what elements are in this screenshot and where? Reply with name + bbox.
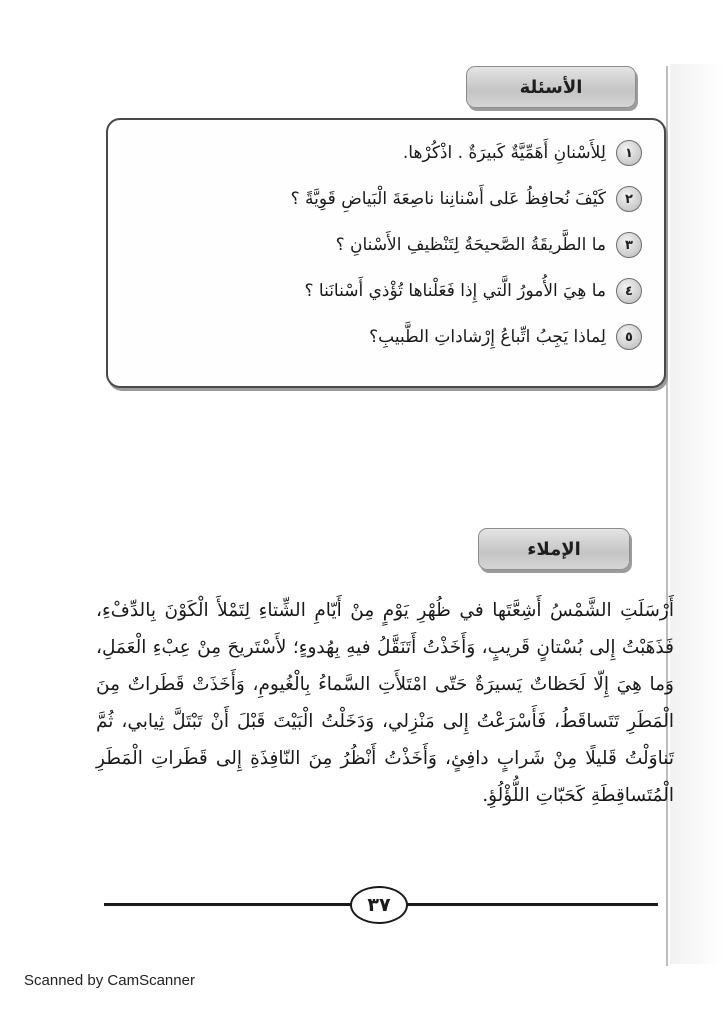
dictation-paragraph: أَرْسَلَتِ الشَّمْسُ أَشِعَّتَها في ظُهْرِ يَوْمٍ مِنْ أَيّامِ الشِّتاءِ لِتَمْلأَ الْكَوْنَ بِالدِّفْءِ، فَذَهَبْتُ إِلى بُسْتانٍ قَريبٍ، وَأَخَذْتُ أَتَنَقَّلُ فيهِ بِهُدوءٍ؛ لأَسْتَريحَ مِنْ عِبْءِ الْعَمَلِ، وَما هِيَ إِلّا لَحَظاتٌ يَسيرَةٌ حَتّى امْتَلأَتِ السَّماءُ بِالْغُيومِ، وَأَخَذَتْ قَطَراتٌ مِنَ الْمَطَرِ تَتَساقَطُ، فَأَسْرَعْتُ إِلى مَنْزِلي، وَدَخَلْتُ الْبَيْتَ قَبْلَ أَنْ تَبْتَلَّ ثِيابي، ثُمَّ تَناوَلْتُ قَليلًا مِنْ شَرابٍ دافِئٍ، وَأَخَذْتُ أَنْظُرُ مِنَ النّافِذَةِ إِلى قَطَراتِ الْمَطَرِ الْمُتَساقِطَةِ كَحَبّاتِ اللُّؤْلُؤِ. <box>96 600 674 806</box>
question-item <box>108 222 642 268</box>
question-text: لِماذا يَجِبُ اتِّباعُ إِرْشاداتِ الطَّبيبِ؟ <box>369 327 606 347</box>
question-item <box>108 314 642 360</box>
question-text: ما هِيَ الأُمورُ الَّتي إِذا فَعَلْناها تُؤْذي أَسْنانَنا ؟ <box>304 281 606 301</box>
question-item <box>108 130 642 176</box>
question-text: ما الطَّريقَةُ الصَّحيحَةُ لِتَنْظيفِ الأَسْنانِ ؟ <box>335 235 606 255</box>
page-margin <box>670 64 724 964</box>
question-item <box>108 176 642 222</box>
question-text: لِلأَسْنانِ أَهَمِّيَّةٌ كَبيرَةٌ . اذْكُرْها. <box>402 143 606 163</box>
questions-heading: الأسئلة <box>466 66 636 108</box>
dictation-heading: الإملاء <box>478 528 630 570</box>
question-number-badge: ٤ <box>616 278 642 304</box>
scanner-watermark: Scanned by CamScanner <box>24 972 195 989</box>
questions-box <box>106 118 666 388</box>
page-number: ٣٧ <box>350 886 408 924</box>
question-number-badge: ٢ <box>616 186 642 212</box>
footer-rule-right <box>406 903 658 906</box>
page-binding-edge <box>666 66 668 966</box>
questions-list <box>108 120 664 360</box>
footer-rule-left <box>104 903 352 906</box>
question-item <box>108 268 642 314</box>
question-number-badge: ٣ <box>616 232 642 258</box>
question-number-badge: ٥ <box>616 324 642 350</box>
question-number-badge: ١ <box>616 140 642 166</box>
question-text: كَيْفَ نُحافِظُ عَلى أَسْنانِنا ناصِعَةَ الْبَياضِ قَوِيَّةً ؟ <box>290 189 606 209</box>
